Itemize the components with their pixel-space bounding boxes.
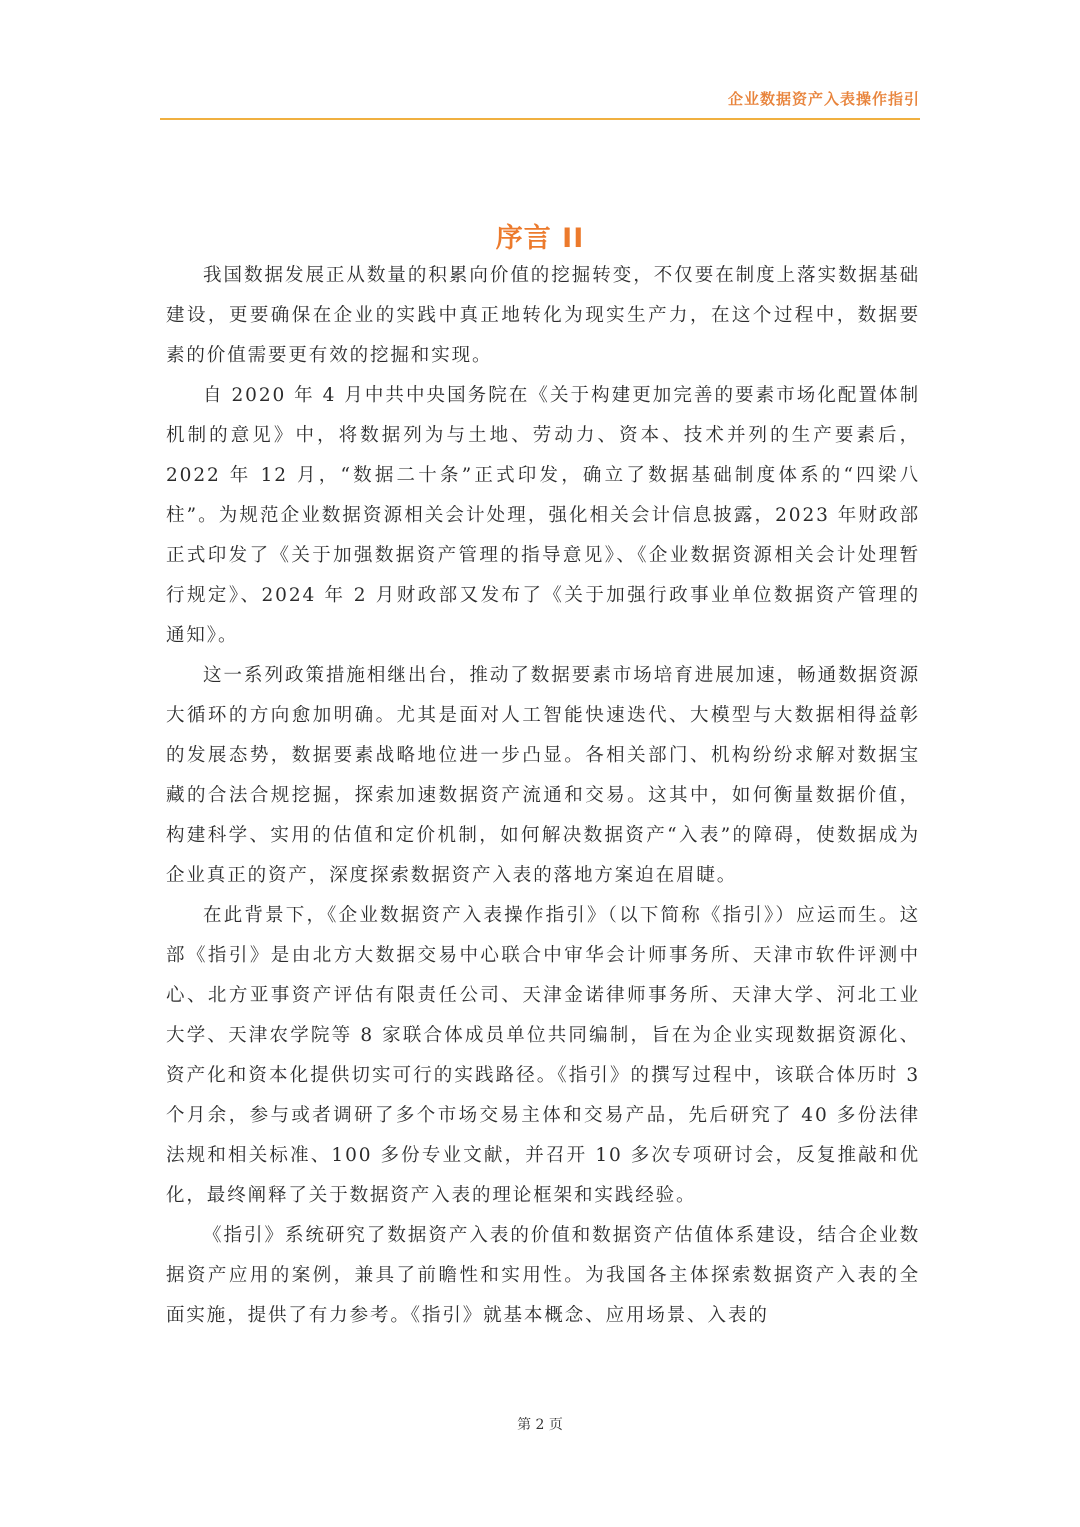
page-number: 第 2 页	[517, 1417, 563, 1433]
body-text	[166, 256, 920, 1336]
paragraph-3: 这一系列政策措施相继出台，推动了数据要素市场培育进展加速，畅通数据资源大循环的方向愈加明确。尤其是面对人工智能快速迭代、大模型与大数据相得益彰的发展态势，数据要素战略地位进一步凸显。各相关部门、机构纷纷求解对数据宝藏的合法合规挖掘，探索加速数据资产流通和交易。这其中，如何衡量数据价值，构建科学、实用的估值和定价机制，如何解决数据资产“入表”的障碍，使数据成为企业真正的资产，深度探索数据资产入表的落地方案迫在眉睫。	[166, 665, 920, 886]
page-title: 序言 II	[495, 223, 585, 255]
paragraph-2: 自 2020 年 4 月中共中央国务院在《关于构建更加完善的要素市场化配置体制机制的意见》中，将数据列为与土地、劳动力、资本、技术并列的生产要素后，2022 年 12 月，“数据二十条”正式印发，确立了数据基础制度体系的“四梁八柱”。为规范企业数据资源相关会计处理，强化相关会计信息披露，2023 年财政部正式印发了《关于加强数据资产管理的指导意见》、《企业数据资源相关会计处理暂行规定》、2024 年 2 月财政部又发布了《关于加强行政事业单位数据资产管理的通知》。	[166, 385, 920, 646]
paragraph-4: 在此背景下，《企业数据资产入表操作指引》（以下简称《指引》）应运而生。这部《指引》是由北方大数据交易中心联合中审华会计师事务所、天津市软件评测中心、北方亚事资产评估有限责任公司、天津金诺律师事务所、天津大学、河北工业大学、天津农学院等 8 家联合体成员单位共同编制，旨在为企业实现数据资源化、资产化和资本化提供切实可行的实践路径。《指引》的撰写过程中，该联合体历时 3 个月余，参与或者调研了多个市场交易主体和交易产品，先后研究了 40 多份法律法规和相关标准、100 多份专业文献，并召开 10 多次专项研讨会，反复推敲和优化，最终阐释了关于数据资产入表的理论框架和实践经验。	[166, 905, 920, 1206]
running-header-title: 企业数据资产入表操作指引	[727, 90, 920, 108]
paragraph-5: 《指引》系统研究了数据资产入表的价值和数据资产估值体系建设，结合企业数据资产应用的案例，兼具了前瞻性和实用性。为我国各主体探索数据资产入表的全面实施，提供了有力参考。《指引》就基本概念、应用场景、入表的	[166, 1225, 920, 1326]
header-divider	[160, 118, 920, 120]
paragraph-1: 我国数据发展正从数量的积累向价值的挖掘转变，不仅要在制度上落实数据基础建设，更要确保在企业的实践中真正地转化为现实生产力，在这个过程中，数据要素的价值需要更有效的挖掘和实现。	[166, 265, 920, 366]
